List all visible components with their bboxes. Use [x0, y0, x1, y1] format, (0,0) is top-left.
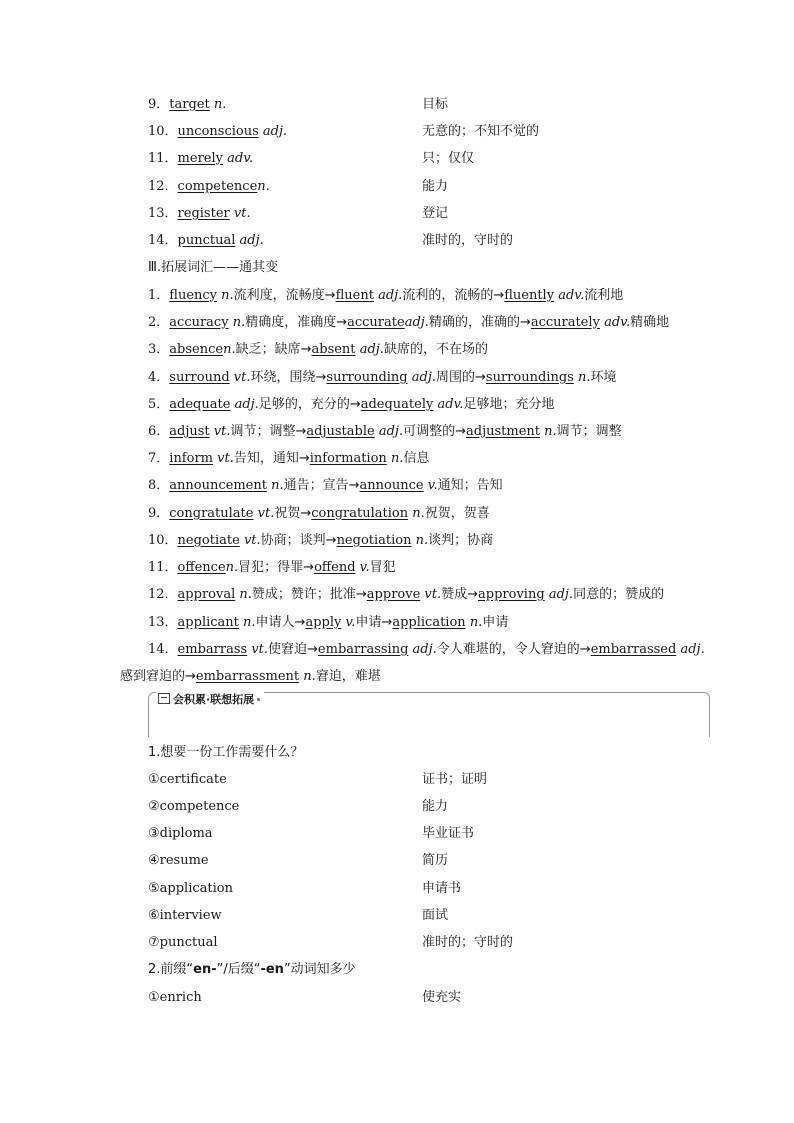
vocab-item: 9．target n. [148, 97, 227, 112]
ext-item: 10．negotiate vt.协商；谈判→negotiation n.谈判；协商 [148, 533, 494, 548]
ext-item: 11．offencen.冒犯；得罪→offend v.冒犯 [148, 560, 396, 575]
list-meaning: 使充实 [422, 990, 462, 1005]
list-meaning: 准时的；守时的 [422, 935, 514, 950]
vocab-item: 12．competencen. [148, 179, 270, 194]
vocab-item: 11．merely adv. [148, 151, 254, 166]
list-item: ④resume [148, 853, 209, 868]
ext-item: 7．inform vt.告知，通知→information n.信息 [148, 451, 430, 466]
vocab-meaning: 目标 [422, 97, 449, 112]
list-item: ①enrich [148, 990, 202, 1005]
list-item: ⑥interview [148, 908, 222, 923]
ext-item: 6．adjust vt.调节；调整→adjustable adj.可调整的→adjustment n.调节；调整 [148, 424, 622, 439]
ext-item: 9．congratulate vt.祝贺→congratulation n.祝贺，贺喜 [148, 506, 490, 521]
section-heading: Ⅲ.拓展词汇——通其变 [148, 260, 279, 275]
question-heading: 1.想要一份工作需要什么？ [148, 745, 304, 760]
vocab-meaning: 准时的，守时的 [422, 233, 514, 248]
ext-item: 5．adequate adj.足够的，充分的→adequately adv.足够地；充分地 [148, 397, 555, 412]
list-item: ⑦punctual [148, 935, 218, 950]
list-meaning: 能力 [422, 799, 449, 814]
ext-item: 3．absencen.缺乏；缺席→absent adj.缺席的，不在场的 [148, 342, 488, 357]
list-meaning: 简历 [422, 853, 449, 868]
vocab-item: 13．register vt. [148, 206, 251, 221]
ext-item-continuation: 感到窘迫的→embarrassment n.窘迫，难堪 [120, 669, 381, 684]
list-item: ②competence [148, 799, 240, 814]
ext-item: 12．approval n.赞成；赞许；批准→approve vt.赞成→approving adj.同意的；赞成的 [148, 587, 665, 602]
vocab-item: 10．unconscious adj. [148, 124, 288, 139]
question-heading: 2.前缀“en-”/后缀“-en”动词知多少 [148, 962, 356, 977]
list-item: ③diploma [148, 826, 213, 841]
ext-item: 2．accuracy n.精确度，准确度→accurateadj.精确的，准确的→accurately adv.精确地 [148, 315, 670, 330]
vocab-meaning: 登记 [422, 206, 449, 221]
ext-item: 4．surround vt.环绕，围绕→surrounding adj.周围的→surroundings n.环境 [148, 370, 617, 385]
ext-item: 13．applicant n.申请人→apply v.申请→application n.申请 [148, 615, 509, 630]
dot-icon [257, 698, 260, 701]
vocab-item: 14．punctual adj. [148, 233, 264, 248]
vocab-meaning: 只；仅仅 [422, 151, 475, 166]
ext-item: 1．fluency n.流利度，流畅度→fluent adj.流利的，流畅的→fluently adv.流利地 [148, 288, 624, 303]
list-item: ①certificate [148, 772, 227, 787]
list-meaning: 申请书 [422, 881, 462, 896]
list-meaning: 证书；证明 [422, 772, 488, 787]
ext-item: 8．announcement n.通告；宣告→announce v.通知；告知 [148, 478, 503, 493]
list-meaning: 毕业证书 [422, 826, 475, 841]
notebook-icon [158, 693, 170, 704]
vocab-meaning: 能力 [422, 179, 449, 194]
box-title: 会积累·联想拓展 [156, 690, 264, 710]
vocab-meaning: 无意的；不知不觉的 [422, 124, 540, 139]
list-meaning: 面试 [422, 908, 449, 923]
list-item: ⑤application [148, 881, 233, 896]
ext-item: 14．embarrass vt.使窘迫→embarrassing adj.令人难堪的，令人窘迫的→embarrassed adj. [148, 642, 705, 657]
